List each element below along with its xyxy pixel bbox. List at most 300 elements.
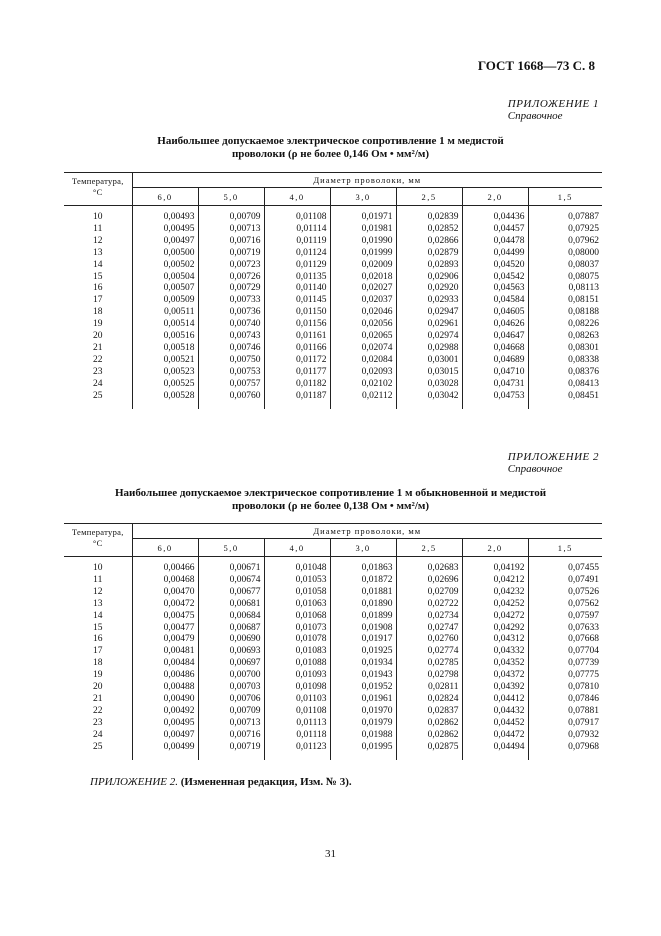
temperature-cell: 20 bbox=[64, 331, 132, 343]
resistance-cell: 0,02798 bbox=[396, 670, 462, 682]
diameter-column-header: 6,0 bbox=[132, 539, 198, 557]
resistance-cell: 0,07668 bbox=[568, 634, 599, 645]
temperature-cell: 17 bbox=[64, 295, 132, 307]
appendix-1-label bbox=[508, 98, 599, 122]
resistance-cell: 0,02102 bbox=[330, 379, 396, 391]
resistance-cell: 0,02037 bbox=[330, 295, 396, 307]
resistance-cell: 0,00693 bbox=[198, 646, 264, 658]
resistance-cell: 0,00486 bbox=[132, 670, 198, 682]
resistance-cell: 0,01093 bbox=[264, 670, 330, 682]
table-2-caption-line2: проволоки (ρ не более 0,138 Ом • мм²/м) bbox=[231, 500, 430, 512]
resistance-cell: 0,01113 bbox=[264, 718, 330, 730]
table-row bbox=[64, 646, 602, 658]
resistance-cell: 0,02046 bbox=[330, 307, 396, 319]
resistance-cell: 0,04372 bbox=[462, 670, 528, 682]
temperature-cell: 22 bbox=[64, 355, 132, 367]
resistance-cell: 0,07597 bbox=[568, 610, 599, 621]
resistance-cell: 0,00716 bbox=[198, 236, 264, 248]
resistance-cell: 0,00507 bbox=[132, 283, 198, 295]
resistance-cell: 0,02760 bbox=[396, 634, 462, 646]
resistance-cell: 0,00511 bbox=[132, 307, 198, 319]
resistance-cell: 0,01863 bbox=[330, 563, 396, 575]
table-row bbox=[64, 587, 602, 599]
resistance-cell: 0,02683 bbox=[396, 563, 462, 575]
page-number: 31 bbox=[325, 848, 336, 860]
resistance-cell: 0,02734 bbox=[396, 611, 462, 623]
table-row bbox=[64, 283, 602, 295]
resistance-cell: 0,07968 bbox=[568, 741, 599, 752]
resistance-cell: 0,04292 bbox=[462, 623, 528, 635]
resistance-cell: 0,00677 bbox=[198, 587, 264, 599]
temperature-cell: 21 bbox=[64, 343, 132, 355]
diameter-column-header: 2,5 bbox=[396, 539, 462, 557]
resistance-cell: 0,02839 bbox=[396, 212, 462, 224]
table-row bbox=[64, 307, 602, 319]
resistance-cell: 0,02875 bbox=[396, 742, 462, 754]
resistance-cell: 0,00521 bbox=[132, 355, 198, 367]
resistance-cell: 0,08451 bbox=[568, 390, 599, 401]
footnote bbox=[90, 776, 352, 788]
resistance-cell: 0,01881 bbox=[330, 587, 396, 599]
spacer-cell bbox=[64, 403, 132, 409]
temperature-cell: 21 bbox=[64, 694, 132, 706]
diameter-column-header: 2,0 bbox=[462, 188, 528, 206]
resistance-cell: 0,04689 bbox=[462, 355, 528, 367]
table-row bbox=[64, 611, 602, 623]
temperature-cell: 13 bbox=[64, 248, 132, 260]
diameter-header: Диаметр проволоки, мм bbox=[132, 524, 602, 539]
diameter-columns-row bbox=[64, 539, 602, 557]
resistance-cell: 0,07491 bbox=[568, 574, 599, 585]
resistance-cell: 0,01140 bbox=[264, 283, 330, 295]
resistance-cell: 0,01872 bbox=[330, 575, 396, 587]
temperature-cell: 13 bbox=[64, 599, 132, 611]
resistance-cell: 0,02988 bbox=[396, 343, 462, 355]
resistance-cell: 0,01970 bbox=[330, 706, 396, 718]
table-row bbox=[64, 599, 602, 611]
appendix-2-subtitle: Справочное bbox=[507, 463, 563, 475]
resistance-cell: 0,01156 bbox=[264, 319, 330, 331]
resistance-cell: 0,07846 bbox=[568, 693, 599, 704]
resistance-cell: 0,04494 bbox=[462, 742, 528, 754]
resistance-cell: 0,08376 bbox=[568, 366, 599, 377]
resistance-cell: 0,02947 bbox=[396, 307, 462, 319]
resistance-cell: 0,00500 bbox=[132, 248, 198, 260]
resistance-cell: 0,07704 bbox=[568, 646, 599, 657]
resistance-cell: 0,07775 bbox=[568, 670, 599, 681]
resistance-cell: 0,02084 bbox=[330, 355, 396, 367]
resistance-cell: 0,02074 bbox=[330, 343, 396, 355]
resistance-cell: 0,02112 bbox=[330, 391, 396, 403]
spacer-cell bbox=[198, 754, 264, 760]
table-row bbox=[64, 706, 602, 718]
resistance-cell: 0,00719 bbox=[198, 248, 264, 260]
resistance-cell: 0,00468 bbox=[132, 575, 198, 587]
resistance-cell: 0,00750 bbox=[198, 355, 264, 367]
resistance-cell: 0,07917 bbox=[568, 717, 599, 728]
temperature-cell: 22 bbox=[64, 706, 132, 718]
resistance-cell: 0,04647 bbox=[462, 331, 528, 343]
resistance-cell: 0,01908 bbox=[330, 623, 396, 635]
temperature-header-line1: Температура, bbox=[71, 176, 124, 186]
resistance-cell: 0,04478 bbox=[462, 236, 528, 248]
temperature-cell: 16 bbox=[64, 283, 132, 295]
temperature-cell: 17 bbox=[64, 646, 132, 658]
resistance-cell: 0,04392 bbox=[462, 682, 528, 694]
temperature-cell: 25 bbox=[64, 391, 132, 403]
resistance-cell: 0,02866 bbox=[396, 236, 462, 248]
resistance-cell: 0,02862 bbox=[396, 730, 462, 742]
resistance-cell: 0,04212 bbox=[462, 575, 528, 587]
table-row bbox=[64, 379, 602, 391]
table-row bbox=[64, 742, 602, 754]
resistance-cell: 0,01088 bbox=[264, 658, 330, 670]
resistance-cell: 0,00733 bbox=[198, 295, 264, 307]
resistance-cell: 0,07562 bbox=[568, 598, 599, 609]
appendix-1-title: ПРИЛОЖЕНИЕ 1 bbox=[507, 98, 599, 110]
diameter-column-header: 5,0 bbox=[198, 188, 264, 206]
resistance-cell: 0,03015 bbox=[396, 367, 462, 379]
diameter-column-header: 2,0 bbox=[462, 539, 528, 557]
resistance-cell: 0,01058 bbox=[264, 587, 330, 599]
temperature-cell: 16 bbox=[64, 634, 132, 646]
resistance-cell: 0,01083 bbox=[264, 646, 330, 658]
temperature-cell: 11 bbox=[64, 224, 132, 236]
resistance-cell: 0,02961 bbox=[396, 319, 462, 331]
resistance-cell: 0,00475 bbox=[132, 611, 198, 623]
resistance-cell: 0,01890 bbox=[330, 599, 396, 611]
resistance-cell: 0,02879 bbox=[396, 248, 462, 260]
resistance-cell: 0,03042 bbox=[396, 391, 462, 403]
resistance-cell: 0,00753 bbox=[198, 367, 264, 379]
resistance-cell: 0,01118 bbox=[264, 730, 330, 742]
temperature-cell: 14 bbox=[64, 260, 132, 272]
resistance-cell: 0,04412 bbox=[462, 694, 528, 706]
table-row bbox=[64, 694, 602, 706]
resistance-cell: 0,00700 bbox=[198, 670, 264, 682]
resistance-cell: 0,00743 bbox=[198, 331, 264, 343]
appendix-2-label bbox=[508, 451, 599, 475]
resistance-cell: 0,01124 bbox=[264, 248, 330, 260]
resistance-cell: 0,02774 bbox=[396, 646, 462, 658]
resistance-cell: 0,01899 bbox=[330, 611, 396, 623]
resistance-cell: 0,00481 bbox=[132, 646, 198, 658]
resistance-cell: 0,00716 bbox=[198, 730, 264, 742]
resistance-cell: 0,08000 bbox=[568, 247, 599, 258]
resistance-cell: 0,00479 bbox=[132, 634, 198, 646]
resistance-cell: 0,01925 bbox=[330, 646, 396, 658]
resistance-cell: 0,03001 bbox=[396, 355, 462, 367]
footnote-label: ПРИЛОЖЕНИЕ 2. bbox=[90, 776, 178, 788]
resistance-cell: 0,00684 bbox=[198, 611, 264, 623]
document-header: ГОСТ 1668—73 С. 8 bbox=[477, 58, 595, 73]
resistance-cell: 0,00472 bbox=[132, 599, 198, 611]
resistance-cell: 0,01123 bbox=[264, 742, 330, 754]
table-row bbox=[64, 272, 602, 284]
appendix-1-subtitle: Справочное bbox=[507, 110, 563, 122]
resistance-cell: 0,08338 bbox=[568, 354, 599, 365]
resistance-cell: 0,00490 bbox=[132, 694, 198, 706]
resistance-cell: 0,00492 bbox=[132, 706, 198, 718]
table-row bbox=[64, 319, 602, 331]
temperature-header-unit: °С bbox=[92, 187, 103, 197]
temperature-cell: 24 bbox=[64, 379, 132, 391]
resistance-cell: 0,00528 bbox=[132, 391, 198, 403]
resistance-cell: 0,07925 bbox=[568, 223, 599, 234]
resistance-cell: 0,01995 bbox=[330, 742, 396, 754]
resistance-cell: 0,01979 bbox=[330, 718, 396, 730]
resistance-cell: 0,04192 bbox=[462, 563, 528, 575]
resistance-cell: 0,04432 bbox=[462, 706, 528, 718]
temperature-cell: 15 bbox=[64, 272, 132, 284]
spacer-cell bbox=[330, 403, 396, 409]
resistance-cell: 0,00470 bbox=[132, 587, 198, 599]
table-row bbox=[64, 718, 602, 730]
temperature-cell: 25 bbox=[64, 742, 132, 754]
temperature-cell: 19 bbox=[64, 670, 132, 682]
resistance-cell: 0,01981 bbox=[330, 224, 396, 236]
resistance-cell: 0,01943 bbox=[330, 670, 396, 682]
diameter-column-header: 3,0 bbox=[330, 188, 396, 206]
temperature-cell: 14 bbox=[64, 611, 132, 623]
resistance-cell: 0,04753 bbox=[462, 391, 528, 403]
resistance-cell: 0,02785 bbox=[396, 658, 462, 670]
table-row bbox=[64, 295, 602, 307]
resistance-cell: 0,07455 bbox=[568, 563, 599, 573]
table-1-caption-line2: проволоки (ρ не более 0,146 Ом • мм²/м) bbox=[231, 148, 430, 160]
resistance-cell: 0,02093 bbox=[330, 367, 396, 379]
table-row bbox=[64, 248, 602, 260]
spacer-cell bbox=[264, 754, 330, 760]
resistance-cell: 0,02974 bbox=[396, 331, 462, 343]
resistance-cell: 0,08188 bbox=[568, 307, 599, 318]
table-row bbox=[64, 331, 602, 343]
resistance-cell: 0,01161 bbox=[264, 331, 330, 343]
resistance-cell: 0,04252 bbox=[462, 599, 528, 611]
resistance-cell: 0,00525 bbox=[132, 379, 198, 391]
table-row bbox=[64, 658, 602, 670]
resistance-cell: 0,00516 bbox=[132, 331, 198, 343]
resistance-cell: 0,02893 bbox=[396, 260, 462, 272]
resistance-cell: 0,02056 bbox=[330, 319, 396, 331]
resistance-cell: 0,01119 bbox=[264, 236, 330, 248]
temperature-cell: 11 bbox=[64, 575, 132, 587]
resistance-cell: 0,00466 bbox=[132, 563, 198, 575]
spacer-row bbox=[64, 403, 602, 409]
resistance-cell: 0,04332 bbox=[462, 646, 528, 658]
resistance-cell: 0,01934 bbox=[330, 658, 396, 670]
resistance-cell: 0,00729 bbox=[198, 283, 264, 295]
resistance-cell: 0,01114 bbox=[264, 224, 330, 236]
resistance-cell: 0,02009 bbox=[330, 260, 396, 272]
resistance-cell: 0,00477 bbox=[132, 623, 198, 635]
resistance-cell: 0,00713 bbox=[198, 224, 264, 236]
temperature-header-unit: °С bbox=[92, 538, 103, 548]
temperature-cell: 12 bbox=[64, 587, 132, 599]
resistance-cell: 0,04563 bbox=[462, 283, 528, 295]
resistance-cell: 0,01145 bbox=[264, 295, 330, 307]
table-row bbox=[64, 212, 602, 224]
table-row bbox=[64, 670, 602, 682]
spacer-cell bbox=[396, 403, 462, 409]
resistance-cell: 0,00726 bbox=[198, 272, 264, 284]
resistance-cell: 0,01068 bbox=[264, 611, 330, 623]
resistance-cell: 0,00495 bbox=[132, 224, 198, 236]
resistance-cell: 0,04731 bbox=[462, 379, 528, 391]
resistance-cell: 0,01961 bbox=[330, 694, 396, 706]
resistance-cell: 0,04232 bbox=[462, 587, 528, 599]
resistance-cell: 0,08037 bbox=[568, 259, 599, 270]
resistance-cell: 0,00493 bbox=[132, 212, 198, 224]
appendix-2-title: ПРИЛОЖЕНИЕ 2 bbox=[507, 451, 599, 463]
resistance-cell: 0,02696 bbox=[396, 575, 462, 587]
temperature-header bbox=[64, 173, 132, 206]
spacer-cell bbox=[198, 403, 264, 409]
resistance-cell: 0,02933 bbox=[396, 295, 462, 307]
resistance-cell: 0,02027 bbox=[330, 283, 396, 295]
resistance-cell: 0,01917 bbox=[330, 634, 396, 646]
resistance-cell: 0,02018 bbox=[330, 272, 396, 284]
resistance-cell: 0,01078 bbox=[264, 634, 330, 646]
resistance-cell: 0,08413 bbox=[568, 378, 599, 389]
resistance-cell: 0,01182 bbox=[264, 379, 330, 391]
resistance-cell: 0,02709 bbox=[396, 587, 462, 599]
resistance-cell: 0,00514 bbox=[132, 319, 198, 331]
temperature-cell: 23 bbox=[64, 718, 132, 730]
diameter-column-header: 1,5 bbox=[528, 188, 602, 206]
resistance-cell: 0,01150 bbox=[264, 307, 330, 319]
resistance-cell: 0,00502 bbox=[132, 260, 198, 272]
resistance-cell: 0,00671 bbox=[198, 563, 264, 575]
resistance-cell: 0,04352 bbox=[462, 658, 528, 670]
resistance-cell: 0,04668 bbox=[462, 343, 528, 355]
resistance-cell: 0,00497 bbox=[132, 236, 198, 248]
temperature-header bbox=[64, 524, 132, 557]
resistance-cell: 0,02920 bbox=[396, 283, 462, 295]
resistance-cell: 0,00706 bbox=[198, 694, 264, 706]
resistance-cell: 0,08151 bbox=[568, 295, 599, 306]
spacer-cell bbox=[132, 403, 198, 409]
resistance-cell: 0,01098 bbox=[264, 682, 330, 694]
resistance-cell: 0,02747 bbox=[396, 623, 462, 635]
resistance-table-1 bbox=[64, 172, 602, 409]
resistance-cell: 0,01166 bbox=[264, 343, 330, 355]
resistance-cell: 0,04472 bbox=[462, 730, 528, 742]
diameter-column-header: 4,0 bbox=[264, 539, 330, 557]
resistance-cell: 0,00504 bbox=[132, 272, 198, 284]
resistance-cell: 0,04584 bbox=[462, 295, 528, 307]
temperature-header-line1: Температура, bbox=[71, 527, 124, 537]
spacer-cell bbox=[132, 754, 198, 760]
diameter-column-header: 1,5 bbox=[528, 539, 602, 557]
table-row bbox=[64, 623, 602, 635]
resistance-cell: 0,02811 bbox=[396, 682, 462, 694]
table-row bbox=[64, 682, 602, 694]
resistance-cell: 0,00723 bbox=[198, 260, 264, 272]
resistance-cell: 0,00674 bbox=[198, 575, 264, 587]
resistance-cell: 0,04312 bbox=[462, 634, 528, 646]
resistance-cell: 0,01172 bbox=[264, 355, 330, 367]
resistance-cell: 0,07962 bbox=[568, 235, 599, 246]
resistance-cell: 0,00713 bbox=[198, 718, 264, 730]
resistance-cell: 0,01103 bbox=[264, 694, 330, 706]
table-2-body bbox=[64, 557, 602, 760]
table-1-body bbox=[64, 206, 602, 409]
resistance-cell: 0,00488 bbox=[132, 682, 198, 694]
resistance-cell: 0,04710 bbox=[462, 367, 528, 379]
resistance-cell: 0,01135 bbox=[264, 272, 330, 284]
spacer-cell bbox=[264, 403, 330, 409]
resistance-cell: 0,08301 bbox=[568, 342, 599, 353]
resistance-cell: 0,01999 bbox=[330, 248, 396, 260]
resistance-cell: 0,01187 bbox=[264, 391, 330, 403]
footnote-text: (Измененная редакция, Изм. № 3). bbox=[180, 776, 352, 788]
diameter-header: Диаметр проволоки, мм bbox=[132, 173, 602, 188]
resistance-cell: 0,04436 bbox=[462, 212, 528, 224]
resistance-cell: 0,01988 bbox=[330, 730, 396, 742]
resistance-cell: 0,01129 bbox=[264, 260, 330, 272]
diameter-columns-row bbox=[64, 188, 602, 206]
resistance-cell: 0,08075 bbox=[568, 271, 599, 282]
resistance-cell: 0,07887 bbox=[568, 212, 599, 222]
spacer-cell bbox=[396, 754, 462, 760]
resistance-cell: 0,08226 bbox=[568, 319, 599, 330]
resistance-cell: 0,02837 bbox=[396, 706, 462, 718]
resistance-cell: 0,01073 bbox=[264, 623, 330, 635]
resistance-cell: 0,00523 bbox=[132, 367, 198, 379]
resistance-cell: 0,01108 bbox=[264, 212, 330, 224]
diameter-column-header: 2,5 bbox=[396, 188, 462, 206]
resistance-cell: 0,07526 bbox=[568, 586, 599, 597]
table-row bbox=[64, 634, 602, 646]
resistance-cell: 0,04520 bbox=[462, 260, 528, 272]
temperature-cell: 10 bbox=[64, 563, 132, 575]
resistance-cell: 0,01053 bbox=[264, 575, 330, 587]
resistance-cell: 0,00518 bbox=[132, 343, 198, 355]
resistance-cell: 0,07932 bbox=[568, 729, 599, 740]
resistance-cell: 0,03028 bbox=[396, 379, 462, 391]
table-1-caption bbox=[0, 135, 661, 161]
resistance-cell: 0,02906 bbox=[396, 272, 462, 284]
resistance-cell: 0,02852 bbox=[396, 224, 462, 236]
temperature-cell: 15 bbox=[64, 623, 132, 635]
table-row bbox=[64, 343, 602, 355]
resistance-cell: 0,00709 bbox=[198, 706, 264, 718]
resistance-cell: 0,02862 bbox=[396, 718, 462, 730]
spacer-cell bbox=[462, 754, 528, 760]
resistance-cell: 0,00703 bbox=[198, 682, 264, 694]
temperature-cell: 12 bbox=[64, 236, 132, 248]
temperature-cell: 20 bbox=[64, 682, 132, 694]
resistance-cell: 0,02065 bbox=[330, 331, 396, 343]
table-2-caption bbox=[0, 487, 661, 513]
table-row bbox=[64, 563, 602, 575]
table-row bbox=[64, 260, 602, 272]
table-row bbox=[64, 575, 602, 587]
resistance-cell: 0,01971 bbox=[330, 212, 396, 224]
diameter-column-header: 6,0 bbox=[132, 188, 198, 206]
resistance-cell: 0,00719 bbox=[198, 742, 264, 754]
resistance-cell: 0,01108 bbox=[264, 706, 330, 718]
resistance-cell: 0,00690 bbox=[198, 634, 264, 646]
table-row bbox=[64, 391, 602, 403]
resistance-cell: 0,01063 bbox=[264, 599, 330, 611]
resistance-cell: 0,00499 bbox=[132, 742, 198, 754]
resistance-cell: 0,00697 bbox=[198, 658, 264, 670]
resistance-table-2 bbox=[64, 523, 602, 760]
resistance-cell: 0,04626 bbox=[462, 319, 528, 331]
resistance-cell: 0,01990 bbox=[330, 236, 396, 248]
